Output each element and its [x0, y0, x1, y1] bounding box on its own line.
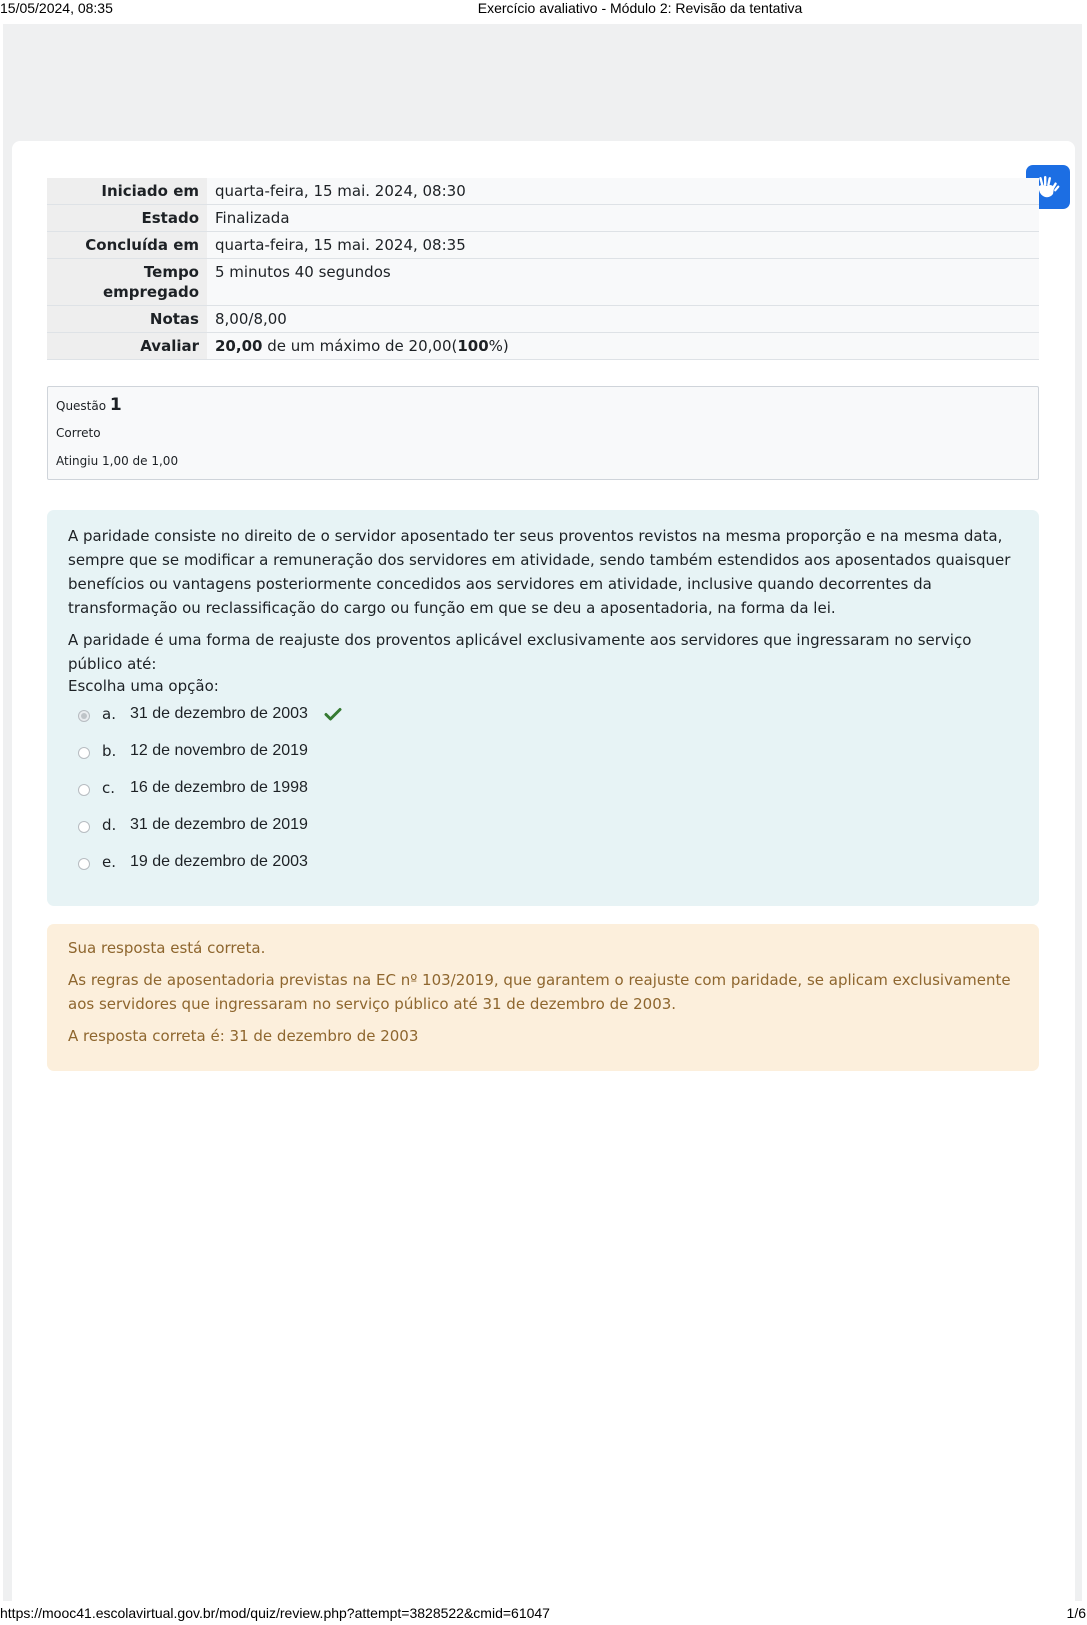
option-label: 16 de dezembro de 1998 — [130, 779, 308, 796]
question-paragraph-1: A paridade consiste no direito de o servidor aposentado ter seus proventos revistos na mesma proporção e na mesma data, sempre que se modificar a remuneração dos servidores em atividade, sendo também estendidos aos aposentados quaisquer benefícios ou vantagens posteriormente concedidos aos servidores em atividade, inclusive quando decorrentes da transformação ou reclassificação do cargo ou função em que se deu a aposentadoria, na forma da lei. — [68, 527, 1011, 617]
print-header — [0, 0, 1087, 22]
grade-score: 20,00 — [215, 337, 263, 355]
summary-row-started — [47, 178, 1039, 205]
option-label: 19 de dezembro de 2003 — [130, 853, 308, 870]
started-label: Iniciado em — [47, 178, 207, 205]
print-page-number: 1/6 — [1066, 1605, 1086, 1621]
option-label: 31 de dezembro de 2019 — [130, 816, 308, 833]
time-label-line-1: Tempo — [143, 263, 199, 281]
summary-row-grade — [47, 333, 1039, 360]
print-document-title: Exercício avaliativo - Módulo 2: Revisão da tentativa — [477, 0, 803, 16]
option-letter: c. — [102, 779, 116, 797]
time-label — [47, 259, 207, 306]
feedback-right-answer: A resposta correta é: 31 de dezembro de 2003 — [68, 1027, 419, 1045]
checkmark-icon — [324, 705, 342, 723]
question-state: Correto — [56, 426, 101, 440]
answer-option-b[interactable] — [74, 741, 474, 778]
option-letter: d. — [102, 816, 117, 834]
grade-suffix: %) — [488, 337, 509, 355]
summary-row-completed — [47, 232, 1039, 259]
question-number — [56, 395, 122, 415]
question-paragraph-2: A paridade é uma forma de reajuste dos proventos aplicável exclusivamente aos servidores que ingressaram no serviço público até: — [68, 631, 972, 673]
question-grade: Atingiu 1,00 de 1,00 — [56, 454, 179, 468]
feedback-status: Sua resposta está correta. — [68, 939, 266, 957]
option-letter: e. — [102, 853, 116, 871]
grade-value — [207, 333, 1039, 360]
option-label: 31 de dezembro de 2003 — [130, 705, 308, 722]
radio-b[interactable] — [78, 747, 90, 759]
question-info-box — [47, 386, 1039, 480]
question-formulation — [47, 510, 1039, 906]
state-label: Estado — [47, 205, 207, 232]
feedback-explanation: As regras de aposentadoria previstas na EC nº 103/2019, que garantem o reajuste com paridade, se aplicam exclusivamente aos servidores que ingressaram no serviço público até 31 de dezembro de 2003. — [68, 971, 1011, 1013]
option-letter: b. — [102, 742, 117, 760]
grade-mid: de um máximo de 20,00( — [262, 337, 458, 355]
answer-prompt: Escolha uma opção: — [68, 677, 219, 695]
question-number-value: 1 — [109, 395, 122, 415]
state-value: Finalizada — [207, 205, 1039, 232]
radio-c[interactable] — [78, 784, 90, 796]
answer-option-d[interactable] — [74, 815, 474, 852]
summary-row-state — [47, 205, 1039, 232]
radio-a-selected[interactable] — [78, 710, 90, 722]
marks-label: Notas — [47, 306, 207, 333]
option-label: 12 de novembro de 2019 — [130, 742, 308, 759]
print-footer — [0, 1603, 1087, 1625]
option-letter: a. — [102, 705, 116, 723]
answer-option-c[interactable] — [74, 778, 474, 815]
summary-row-marks — [47, 306, 1039, 333]
completed-value: quarta-feira, 15 mai. 2024, 08:35 — [207, 232, 1039, 259]
question-label: Questão — [56, 399, 107, 413]
answer-feedback — [47, 924, 1039, 1071]
print-url: https://mooc41.escolavirtual.gov.br/mod/quiz/review.php?attempt=3828522&cmid=61047 — [0, 1605, 550, 1621]
grade-label: Avaliar — [47, 333, 207, 360]
grade-percent: 100 — [457, 337, 489, 355]
started-value: quarta-feira, 15 mai. 2024, 08:30 — [207, 178, 1039, 205]
summary-row-time — [47, 259, 1039, 306]
print-datetime: 15/05/2024, 08:35 — [0, 0, 113, 16]
marks-value: 8,00/8,00 — [207, 306, 1039, 333]
question-text — [68, 524, 1018, 684]
attempt-summary-table — [47, 178, 1039, 360]
time-label-line-2: empregado — [102, 283, 199, 301]
answer-option-a[interactable] — [74, 704, 474, 741]
time-value: 5 minutos 40 segundos — [207, 259, 1039, 306]
completed-label: Concluída em — [47, 232, 207, 259]
radio-d[interactable] — [78, 821, 90, 833]
answer-options — [74, 704, 474, 889]
radio-e[interactable] — [78, 858, 90, 870]
answer-option-e[interactable] — [74, 852, 474, 889]
